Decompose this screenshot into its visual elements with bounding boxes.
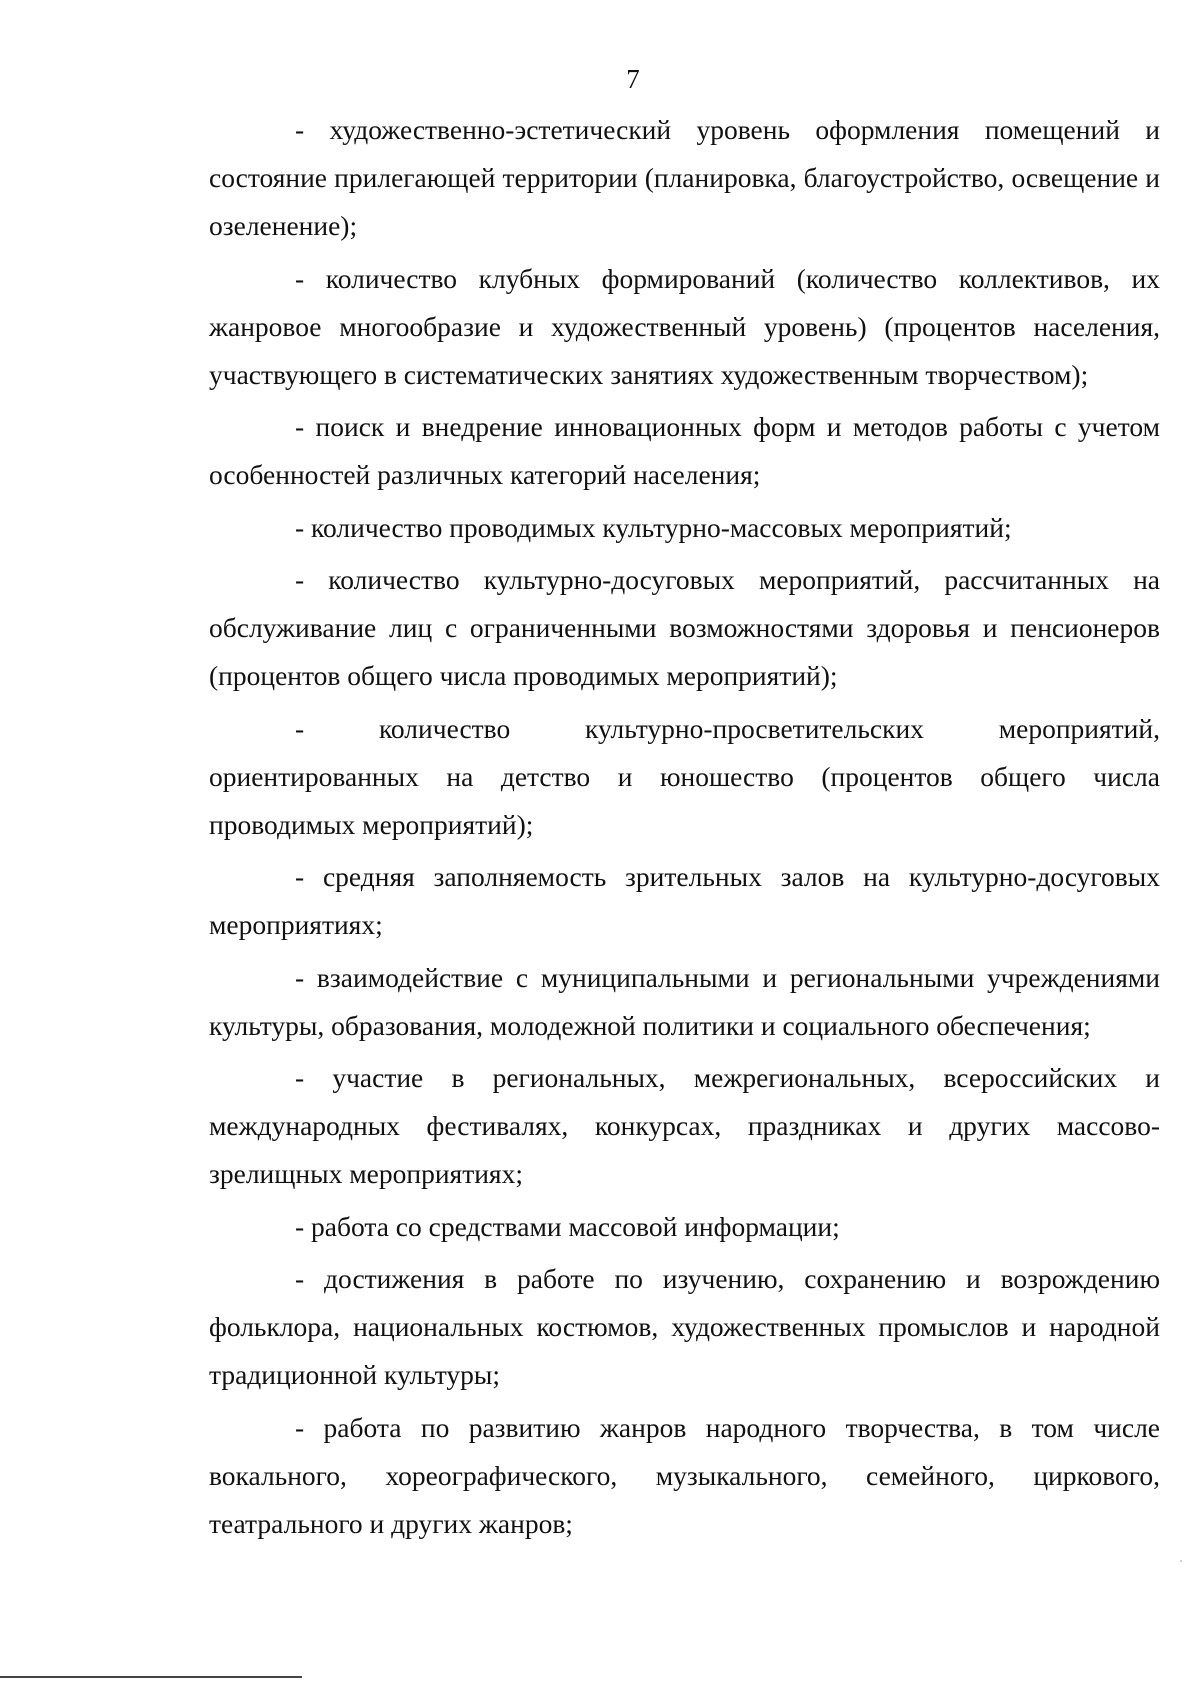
scan-speck bbox=[1180, 1560, 1182, 1562]
paragraph: - количество культурно-просветительских мероприятий, ориентированных на детство и юношество (процентов общего числа проводимых мероприятий); bbox=[209, 712, 1160, 840]
paragraph: - количество культурно-досуговых мероприятий, рассчитанных на обслуживание лиц с ограниченными возможностями здоровья и пенсионеров (процентов общего числа проводимых мероприятий); bbox=[209, 564, 1160, 691]
paragraph: - художественно-эстетический уровень оформления помещений и состояние прилегающей территории (планировка, благоустройство, освещение и озеленение); bbox=[209, 114, 1160, 241]
paragraph: - количество клубных формирований (количество коллективов, их жанровое многообразие и художественный уровень) (процентов населения, участвующего в систематических занятиях художественным творчеством); bbox=[209, 262, 1160, 390]
paragraph: - участие в региональных, межрегиональных, всероссийских и международных фестивалях, конкурсах, праздниках и других массово-зрелищных мероприятиях; bbox=[209, 1062, 1160, 1189]
paragraph: - работа со средствами массовой информации; bbox=[295, 1210, 840, 1242]
paragraph: - поиск и внедрение инновационных форм и методов работы с учетом особенностей различных категорий населения; bbox=[209, 411, 1160, 490]
paragraph: - работа по развитию жанров народного творчества, в том числе вокального, хореографического, музыкального, семейного, циркового, театрального и других жанров; bbox=[209, 1411, 1160, 1539]
paragraph: - количество проводимых культурно-массовых мероприятий; bbox=[295, 511, 1012, 543]
document-body bbox=[209, 106, 1160, 1552]
scan-edge-line bbox=[0, 1676, 302, 1678]
paragraph: - средняя заполняемость зрительных залов на культурно-досуговых мероприятиях; bbox=[209, 861, 1160, 940]
paragraph: - достижения в работе по изучению, сохранению и возрождению фольклора, национальных костюмов, художественных промыслов и народной традиционной культуры; bbox=[209, 1263, 1160, 1390]
paragraph: - взаимодействие с муниципальными и региональными учреждениями культуры, образования, молодежной политики и социального обеспечения; bbox=[209, 961, 1160, 1041]
page-number: 7 bbox=[626, 64, 640, 94]
